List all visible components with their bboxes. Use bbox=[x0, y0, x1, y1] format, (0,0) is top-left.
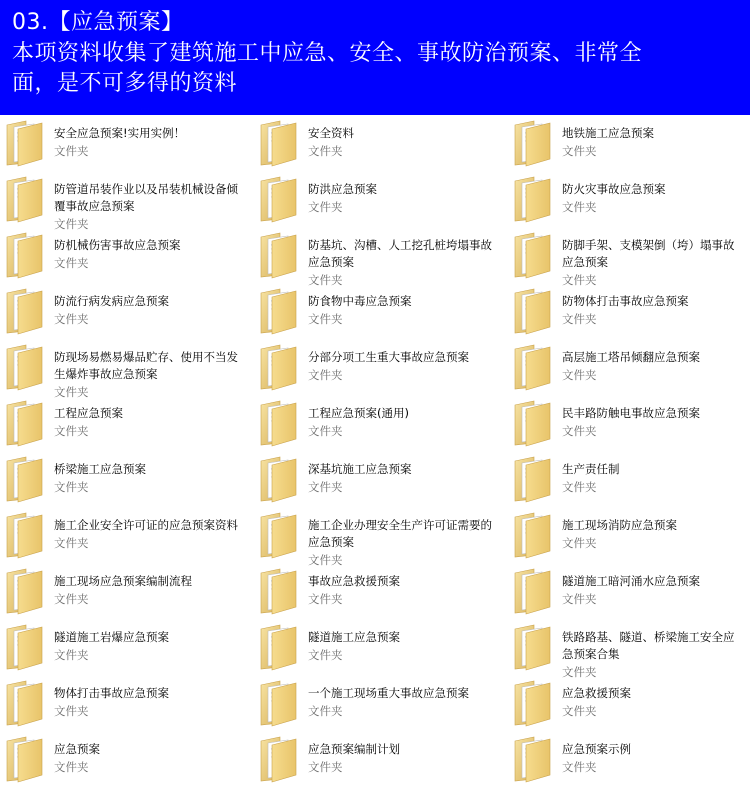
folder-name: 防现场易燃易爆品贮存、使用不当发生爆炸事故应急预案 bbox=[54, 350, 238, 381]
folder-icon bbox=[258, 287, 298, 335]
folder-icon bbox=[512, 623, 552, 671]
folder-name: 施工企业安全许可证的应急预案资料 bbox=[54, 518, 238, 532]
folder-name: 隧道施工应急预案 bbox=[308, 630, 400, 644]
folder-type-label: 文件夹 bbox=[54, 760, 89, 774]
folder-name: 工程应急预案 bbox=[54, 406, 123, 420]
folder-name: 防流行病发病应急预案 bbox=[54, 294, 169, 308]
folder-item[interactable] bbox=[0, 509, 254, 565]
folder-item[interactable] bbox=[508, 733, 750, 789]
folder-name: 防食物中毒应急预案 bbox=[308, 294, 412, 308]
folder-text bbox=[308, 349, 502, 384]
folder-name: 应急预案示例 bbox=[562, 742, 631, 756]
folder-text bbox=[308, 517, 502, 569]
folder-item[interactable] bbox=[254, 173, 508, 229]
folder-item[interactable] bbox=[0, 453, 254, 509]
folder-type-label: 文件夹 bbox=[54, 256, 89, 270]
folder-text bbox=[562, 405, 744, 440]
folder-text bbox=[308, 461, 502, 496]
folder-item[interactable] bbox=[254, 565, 508, 621]
folder-item[interactable] bbox=[254, 621, 508, 677]
folder-icon bbox=[258, 399, 298, 447]
folder-item[interactable] bbox=[254, 285, 508, 341]
folder-name: 施工现场消防应急预案 bbox=[562, 518, 677, 532]
banner-heading: 03.【应急预案】 bbox=[12, 10, 184, 35]
folder-icon bbox=[4, 455, 44, 503]
folder-item[interactable] bbox=[508, 173, 750, 229]
folder-type-label: 文件夹 bbox=[562, 200, 597, 214]
folder-type-label: 文件夹 bbox=[54, 480, 89, 494]
folder-icon bbox=[512, 455, 552, 503]
folder-icon bbox=[4, 399, 44, 447]
folder-text bbox=[308, 405, 502, 440]
folder-text bbox=[562, 629, 744, 681]
folder-grid bbox=[0, 117, 750, 789]
folder-name: 防火灾事故应急预案 bbox=[562, 182, 666, 196]
folder-name: 防基坑、沟槽、人工挖孔桩垮塌事故应急预案 bbox=[308, 238, 492, 269]
folder-icon bbox=[512, 343, 552, 391]
folder-type-label: 文件夹 bbox=[562, 665, 597, 679]
folder-icon bbox=[512, 679, 552, 727]
folder-icon bbox=[512, 231, 552, 279]
folder-name: 应急预案 bbox=[54, 742, 100, 756]
folder-type-label: 文件夹 bbox=[308, 312, 343, 326]
folder-type-label: 文件夹 bbox=[562, 368, 597, 382]
folder-icon bbox=[512, 399, 552, 447]
folder-text bbox=[308, 685, 502, 720]
folder-icon bbox=[512, 511, 552, 559]
folder-type-label: 文件夹 bbox=[562, 536, 597, 550]
folder-name: 隧道施工岩爆应急预案 bbox=[54, 630, 169, 644]
folder-name: 一个施工现场重大事故应急预案 bbox=[308, 686, 469, 700]
folder-item[interactable] bbox=[0, 173, 254, 229]
folder-type-label: 文件夹 bbox=[308, 592, 343, 606]
folder-item[interactable] bbox=[508, 509, 750, 565]
folder-text bbox=[308, 181, 502, 216]
folder-type-label: 文件夹 bbox=[54, 385, 89, 399]
folder-icon bbox=[258, 511, 298, 559]
folder-icon bbox=[4, 679, 44, 727]
folder-type-label: 文件夹 bbox=[308, 480, 343, 494]
folder-item[interactable] bbox=[254, 453, 508, 509]
folder-name: 深基坑施工应急预案 bbox=[308, 462, 412, 476]
folder-name: 分部分项工生重大事故应急预案 bbox=[308, 350, 469, 364]
banner-description-line-2: 面，是不可多得的资料 bbox=[12, 71, 238, 96]
folder-item[interactable] bbox=[254, 677, 508, 733]
folder-name: 安全应急预案!实用实例！ bbox=[54, 126, 186, 140]
folder-name: 事故应急救援预案 bbox=[308, 574, 400, 588]
folder-name: 施工现场应急预案编制流程 bbox=[54, 574, 192, 588]
folder-text bbox=[562, 741, 744, 776]
folder-text bbox=[562, 237, 744, 289]
folder-type-label: 文件夹 bbox=[54, 424, 89, 438]
folder-item[interactable] bbox=[254, 509, 508, 565]
folder-text bbox=[562, 181, 744, 216]
folder-item[interactable] bbox=[0, 229, 254, 285]
folder-item[interactable] bbox=[508, 621, 750, 677]
folder-type-label: 文件夹 bbox=[54, 312, 89, 326]
folder-item[interactable] bbox=[508, 285, 750, 341]
folder-text bbox=[562, 461, 744, 496]
folder-type-label: 文件夹 bbox=[562, 592, 597, 606]
folder-name: 隧道施工暗河涌水应急预案 bbox=[562, 574, 700, 588]
folder-item[interactable] bbox=[508, 565, 750, 621]
folder-text bbox=[308, 629, 502, 664]
folder-name: 防机械伤害事故应急预案 bbox=[54, 238, 181, 252]
folder-name: 应急救援预案 bbox=[562, 686, 631, 700]
folder-text bbox=[562, 685, 744, 720]
folder-type-label: 文件夹 bbox=[562, 424, 597, 438]
folder-name: 生产责任制 bbox=[562, 462, 620, 476]
folder-icon bbox=[4, 119, 44, 167]
folder-text bbox=[54, 293, 248, 328]
folder-type-label: 文件夹 bbox=[54, 144, 89, 158]
folder-icon bbox=[4, 735, 44, 783]
folder-name: 桥梁施工应急预案 bbox=[54, 462, 146, 476]
folder-item[interactable] bbox=[254, 229, 508, 285]
folder-name: 地铁施工应急预案 bbox=[562, 126, 654, 140]
folder-icon bbox=[258, 735, 298, 783]
folder-item[interactable] bbox=[508, 117, 750, 173]
folder-item[interactable] bbox=[0, 285, 254, 341]
folder-type-label: 文件夹 bbox=[308, 704, 343, 718]
folder-type-label: 文件夹 bbox=[562, 704, 597, 718]
folder-icon bbox=[4, 623, 44, 671]
folder-icon bbox=[4, 175, 44, 223]
folder-text bbox=[54, 629, 248, 664]
folder-item[interactable] bbox=[508, 397, 750, 453]
folder-name: 防管道吊装作业以及吊装机械设备倾覆事故应急预案 bbox=[54, 182, 238, 213]
folder-type-label: 文件夹 bbox=[308, 368, 343, 382]
folder-icon bbox=[512, 287, 552, 335]
folder-text bbox=[54, 405, 248, 440]
folder-icon bbox=[258, 175, 298, 223]
folder-type-label: 文件夹 bbox=[562, 312, 597, 326]
folder-item[interactable] bbox=[0, 397, 254, 453]
folder-item[interactable] bbox=[254, 117, 508, 173]
folder-item[interactable] bbox=[0, 733, 254, 789]
folder-text bbox=[54, 685, 248, 720]
folder-icon bbox=[512, 567, 552, 615]
folder-text bbox=[562, 293, 744, 328]
folder-item[interactable] bbox=[0, 677, 254, 733]
folder-type-label: 文件夹 bbox=[54, 648, 89, 662]
folder-type-label: 文件夹 bbox=[308, 200, 343, 214]
folder-icon bbox=[4, 231, 44, 279]
folder-item[interactable] bbox=[508, 453, 750, 509]
folder-type-label: 文件夹 bbox=[562, 480, 597, 494]
folder-icon bbox=[258, 119, 298, 167]
folder-item[interactable] bbox=[0, 565, 254, 621]
folder-item[interactable] bbox=[254, 397, 508, 453]
folder-icon bbox=[258, 455, 298, 503]
folder-name: 安全资料 bbox=[308, 126, 354, 140]
folder-icon bbox=[258, 679, 298, 727]
folder-icon bbox=[4, 511, 44, 559]
folder-name: 应急预案编制计划 bbox=[308, 742, 400, 756]
folder-type-label: 文件夹 bbox=[308, 144, 343, 158]
folder-name: 工程应急预案(通用) bbox=[308, 406, 409, 420]
folder-item[interactable] bbox=[508, 677, 750, 733]
folder-item[interactable] bbox=[0, 621, 254, 677]
folder-item[interactable] bbox=[508, 229, 750, 285]
folder-type-label: 文件夹 bbox=[308, 273, 343, 287]
folder-item[interactable] bbox=[0, 117, 254, 173]
folder-icon bbox=[4, 343, 44, 391]
folder-text bbox=[308, 573, 502, 608]
folder-name: 施工企业办理安全生产许可证需要的应急预案 bbox=[308, 518, 492, 549]
folder-name: 民丰路防触电事故应急预案 bbox=[562, 406, 700, 420]
folder-icon bbox=[4, 567, 44, 615]
folder-text bbox=[308, 125, 502, 160]
folder-text bbox=[54, 349, 248, 401]
folder-text bbox=[562, 517, 744, 552]
folder-type-label: 文件夹 bbox=[54, 704, 89, 718]
folder-type-label: 文件夹 bbox=[562, 144, 597, 158]
folder-item[interactable] bbox=[0, 341, 254, 397]
folder-icon bbox=[512, 119, 552, 167]
folder-text bbox=[54, 461, 248, 496]
folder-name: 铁路路基、隧道、桥梁施工安全应急预案合集 bbox=[562, 630, 735, 661]
folder-text bbox=[54, 181, 248, 233]
folder-text bbox=[308, 237, 502, 289]
folder-name: 高层施工塔吊倾翻应急预案 bbox=[562, 350, 700, 364]
folder-text bbox=[308, 741, 502, 776]
folder-name: 防脚手架、支模架倒（垮）塌事故应急预案 bbox=[562, 238, 735, 269]
folder-type-label: 文件夹 bbox=[54, 217, 89, 231]
title-banner bbox=[0, 0, 750, 115]
folder-type-label: 文件夹 bbox=[562, 273, 597, 287]
folder-type-label: 文件夹 bbox=[54, 592, 89, 606]
folder-icon bbox=[258, 567, 298, 615]
folder-type-label: 文件夹 bbox=[308, 648, 343, 662]
folder-icon bbox=[4, 287, 44, 335]
folder-item[interactable] bbox=[254, 733, 508, 789]
folder-name: 防洪应急预案 bbox=[308, 182, 377, 196]
banner-description-line-1: 本项资料收集了建筑施工中应急、安全、事故防治预案、非常全 bbox=[12, 41, 643, 66]
folder-icon bbox=[258, 343, 298, 391]
folder-text bbox=[308, 293, 502, 328]
folder-text bbox=[562, 573, 744, 608]
folder-type-label: 文件夹 bbox=[562, 760, 597, 774]
folder-name: 防物体打击事故应急预案 bbox=[562, 294, 689, 308]
folder-item[interactable] bbox=[508, 341, 750, 397]
folder-type-label: 文件夹 bbox=[54, 536, 89, 550]
folder-text bbox=[54, 741, 248, 776]
folder-type-label: 文件夹 bbox=[308, 760, 343, 774]
folder-icon bbox=[258, 231, 298, 279]
folder-text bbox=[54, 237, 248, 272]
folder-text bbox=[54, 517, 248, 552]
folder-icon bbox=[512, 735, 552, 783]
folder-text bbox=[54, 125, 248, 160]
folder-item[interactable] bbox=[254, 341, 508, 397]
folder-text bbox=[54, 573, 248, 608]
folder-text bbox=[562, 125, 744, 160]
folder-name: 物体打击事故应急预案 bbox=[54, 686, 169, 700]
folder-type-label: 文件夹 bbox=[308, 424, 343, 438]
folder-icon bbox=[512, 175, 552, 223]
folder-icon bbox=[258, 623, 298, 671]
folder-text bbox=[562, 349, 744, 384]
folder-type-label: 文件夹 bbox=[308, 553, 343, 567]
